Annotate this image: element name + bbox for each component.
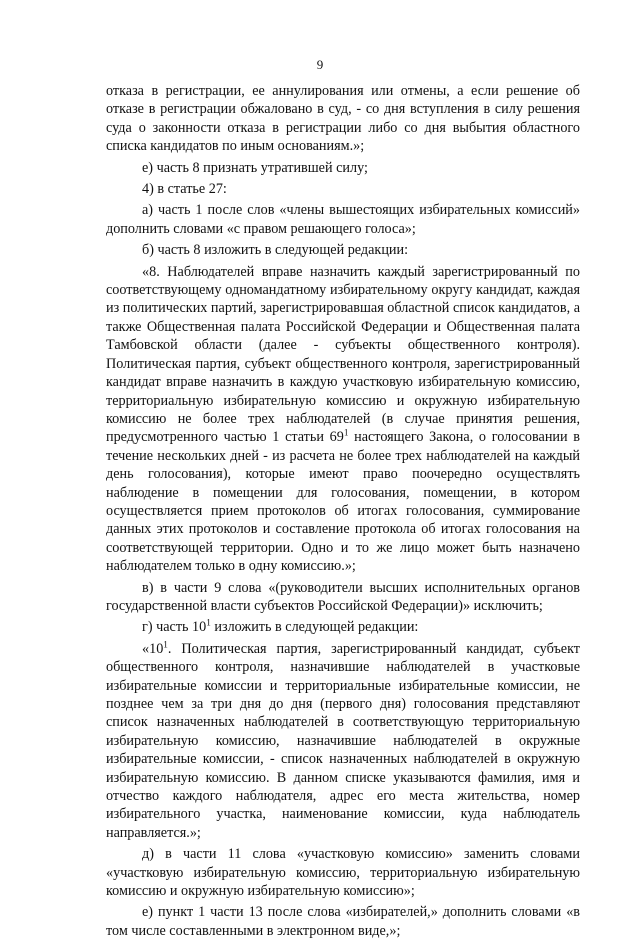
document-body <box>106 82 580 940</box>
paragraph-item-e-2: е) пункт 1 части 13 после слова «избирателей,» дополнить словами «в том числе составленными в электронном виде,»; <box>106 904 580 939</box>
paragraph-item-g <box>106 618 580 636</box>
paragraph-article-27: 4) в статье 27: <box>142 181 227 198</box>
paragraph-part-8-before: «8. Наблюдателей вправе назначить каждый зарегистрированный по соответствующему одномандатному избирательному округу кандидат, каждая из политических партий, зарегистрировавшая областной список кандидатов, а также Общественная палата Российской Федерации и Общественная палата Тамбовской области (далее - субъекты общественного контроля). Политическая партия, субъект общественного контроля, зарегистрированный кандидат вправе назначить в каждую участковую избирательную комиссию, территориальную избирательную комиссию и окружную избирательную комиссию не более трех наблюдателей (в случае принятия решения, предусмотренного частью 1 статьи 69 <box>106 263 580 446</box>
paragraph-continuation: отказа в регистрации, ее аннулирования или отмены, а если решение об отказе в регистрации обжаловано в суд, - со дня вступления в силу решения суда о законности отказа в регистрации либо со дня выбытия областного списка кандидатов по иным основаниям.»; <box>106 83 580 155</box>
paragraph-item-a: а) часть 1 после слов «члены вышестоящих избирательных комиссий» дополнить словами «с правом решающего голоса»; <box>106 202 580 237</box>
paragraph-part-8 <box>106 263 580 576</box>
paragraph-part-8-after: настоящего Закона, о голосовании в течение нескольких дней - из расчета не более трех наблюдателей на каждый день голосования), которые имеют право поочередно осуществлять наблюдение в помещении для голосования, помещении, в котором осуществляется прием протоколов об итогах голосования, суммирование данных этих протоколов и составление протокола об итогах голосования на соответствующей территории. Одно и то же лицо может быть назначено наблюдателем только в одну комиссию.»; <box>106 429 580 575</box>
paragraph-item-g-after: изложить в следующей редакции: <box>210 619 419 636</box>
superscript: 1 <box>343 427 349 438</box>
page-number: 9 <box>316 57 324 72</box>
paragraph-item-d: д) в части 11 слова «участковую комиссию» заменить словами «участковую избирательную комиссию, территориальную избирательную комиссию и окружную избирательную комиссию»; <box>106 846 580 900</box>
paragraph-part-10-1-before: «10 <box>142 640 164 657</box>
paragraph-item-v: в) в части 9 слова «(руководители высших исполнительных органов государственной власти субъектов Российской Федерации)» исключить; <box>106 579 580 614</box>
paragraph-item-e: е) часть 8 признать утратившей силу; <box>142 159 368 176</box>
paragraph-item-b: б) часть 8 изложить в следующей редакции: <box>142 242 409 259</box>
paragraph-part-10-1 <box>106 640 580 842</box>
paragraph-part-10-1-after: . Политическая партия, зарегистрированный кандидат, субъект общественного контроля, назначившие наблюдателей в участковые избирательные комиссии и территориальные избирательные комиссии, не позднее чем за три дня до дня (первого дня) голосования представляют список назначенных наблюдателей в соответствующую территориальную избирательную комиссию, назначившие наблюдателей в окружные избирательные комиссии, - список назначенных наблюдателей в окружную избирательную комиссию. В данном списке указываются фамилия, имя и отчество каждого наблюдателя, адрес его места жительства, номер избирательного участка, наименование комиссии, куда наблюдатель направляется.»; <box>106 640 580 841</box>
superscript: 1 <box>206 617 211 628</box>
paragraph-item-g-before: г) часть 10 <box>142 619 207 636</box>
superscript: 1 <box>163 639 168 650</box>
